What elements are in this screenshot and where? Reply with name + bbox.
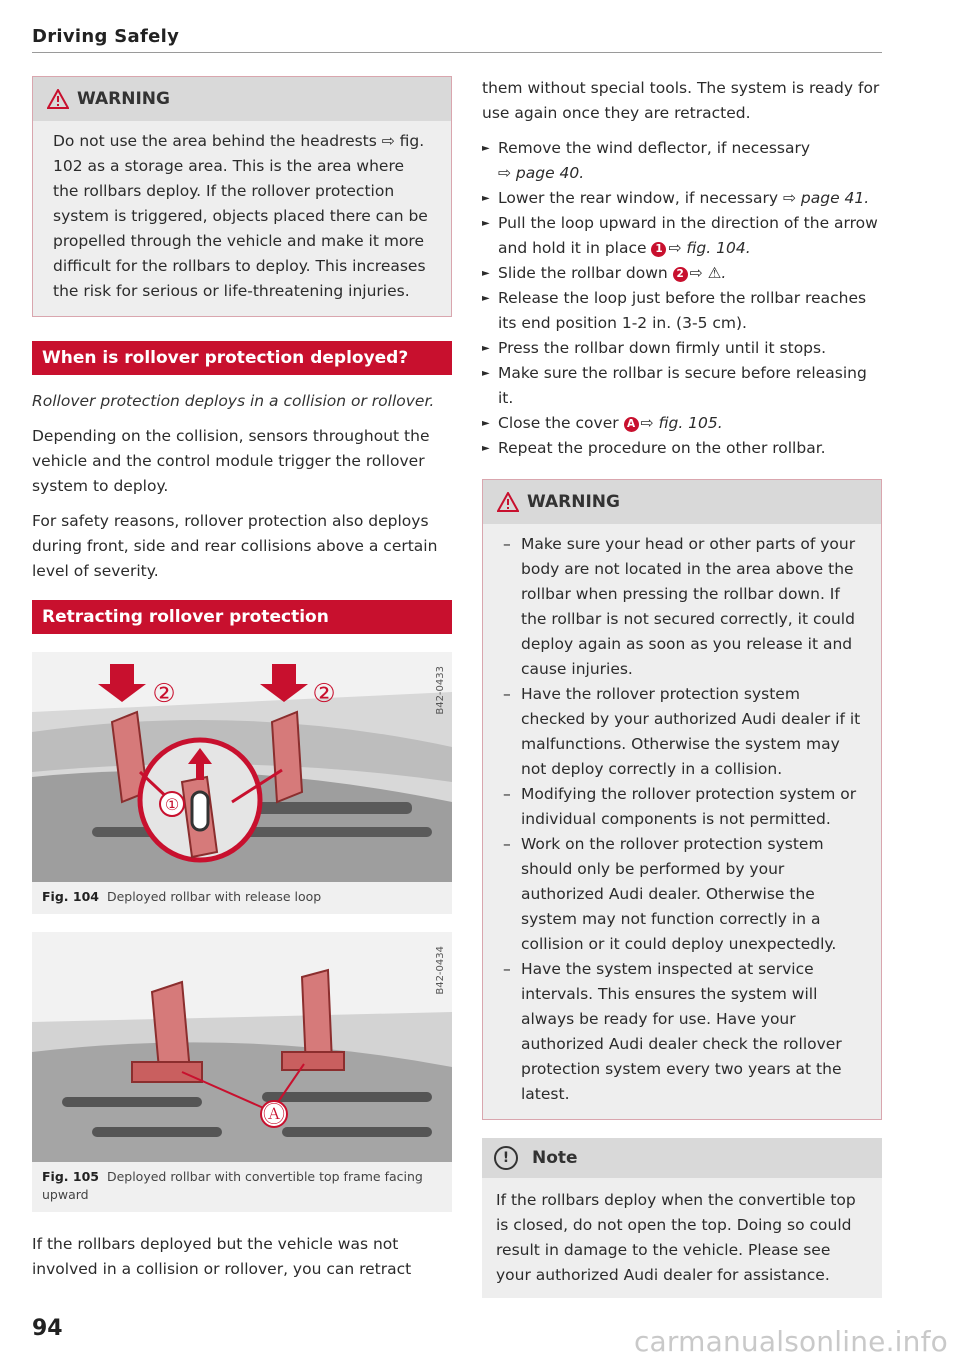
figure-105 xyxy=(32,932,452,1212)
header-divider xyxy=(32,52,882,53)
figure-label-104: Fig. 104 xyxy=(42,889,99,904)
warning-triangle-icon xyxy=(47,89,69,109)
note-header xyxy=(482,1138,882,1178)
rollbar-cover-illustration xyxy=(32,932,452,1162)
rollbar-release-loop-illustration xyxy=(32,652,452,882)
callout-a: Ⓐ xyxy=(262,1103,286,1128)
warning-box-storage xyxy=(32,76,452,317)
page-ref-link[interactable]: ⇨ page 41. xyxy=(783,189,870,207)
warning-header xyxy=(483,480,881,524)
paragraph-continuation: them without special tools. The system is ready for use again once they are retracted. xyxy=(482,79,880,122)
note-text: If the rollbars deploy when the convertible top is closed, do not open the top. Doing so could result in damage to the vehicle. Please see your authorized Audi dealer for assistance. xyxy=(496,1191,856,1284)
warning-list xyxy=(503,532,863,1107)
fig-ref-link[interactable]: ⇨ fig. 105. xyxy=(640,414,723,432)
step-item: ► Close the cover A ⇨ fig. 105. xyxy=(482,411,882,436)
step-item: ► Lower the rear window, if necessary ⇨ page 41. xyxy=(482,186,882,211)
callout-1: ① xyxy=(164,795,180,814)
warning-box-rollbar xyxy=(482,479,882,1120)
paragraph-sensors: Depending on the collision, sensors throughout the vehicle and the control module trigger the rollover system to deploy. xyxy=(32,427,430,495)
warning-text: Do not use the area behind the headrests ⇨ fig. 102 as a storage area. This is the area where the rollbars deploy. If the rollover protection system is triggered, objects placed there can be propelled through the vehicle and make it more difficult for the rollbars to deploy. This increases the risk for serious or life-threatening injuries. xyxy=(53,132,428,300)
paragraph-retract-intro: If the rollbars deployed but the vehicle was not involved in a collision or rollover, you can retract xyxy=(32,1235,412,1278)
figure-caption-104 xyxy=(32,882,452,914)
section-intro: Rollover protection deploys in a collision or rollover. xyxy=(32,392,435,410)
step-item: ► Make sure the rollbar is secure before releasing it. xyxy=(482,361,882,411)
callout-badge: A xyxy=(624,417,639,432)
warning-list-item: – Have the system inspected at service intervals. This ensures the system will always be ready for use. Have your authorized Audi dealer check the rollover protection system every two years at the latest. xyxy=(503,957,863,1107)
callout-badge: 2 xyxy=(673,267,688,282)
section-title-retracting: Retracting rollover protection xyxy=(32,600,452,634)
warning-ref-link[interactable]: ⇨ ⚠. xyxy=(689,264,727,282)
figure-104 xyxy=(32,652,452,914)
warning-header xyxy=(33,77,451,121)
callout-badge: 1 xyxy=(651,242,666,257)
figure-caption-text-105: Deployed rollbar with convertible top frame facing upward xyxy=(42,1169,423,1202)
step-item: ► Slide the rollbar down 2 ⇨ ⚠. xyxy=(482,261,882,286)
callout-2-left: ② xyxy=(152,679,176,709)
exclamation-circle-icon: ! xyxy=(494,1146,518,1170)
warning-list-item: – Modifying the rollover protection system or individual components is not permitted. xyxy=(503,782,863,832)
warning-list-item: – Have the rollover protection system checked by your authorized Audi dealer if it malfunctions. Otherwise the system may not deploy correctly in a collision. xyxy=(503,682,863,782)
warning-list-item: – Make sure your head or other parts of your body are not located in the area above the rollbar when pressing the rollbar down. If the rollbar is not secured correctly, it could deploy again as soon as you release it and cause injuries. xyxy=(503,532,863,682)
paragraph-safety: For safety reasons, rollover protection also deploys during front, side and rear collisions above a certain level of severity. xyxy=(32,512,438,580)
step-item: ► Release the loop just before the rollbar reaches its end position 1-2 in. (3-5 cm). xyxy=(482,286,882,336)
figure-caption-105 xyxy=(32,1162,452,1212)
procedure-steps xyxy=(482,136,882,461)
step-item: ► Press the rollbar down firmly until it stops. xyxy=(482,336,882,361)
left-column xyxy=(32,76,452,1292)
page-number: 94 xyxy=(32,1316,63,1341)
page-header-title: Driving Safely xyxy=(32,26,180,47)
figure-id-105: B42-0434 xyxy=(435,946,446,995)
warning-triangle-icon xyxy=(497,492,519,512)
warning-list-item: – Work on the rollover protection system should only be performed by your authorized Audi dealer. Otherwise the system may not function correctly in a collision or it could deploy unexpectedly. xyxy=(503,832,863,957)
figure-id-104: B42-0433 xyxy=(435,666,446,715)
callout-2-right: ② xyxy=(312,679,336,709)
note-title: Note xyxy=(532,1148,578,1168)
step-item: ► Repeat the procedure on the other rollbar. xyxy=(482,436,882,461)
warning-title: WARNING xyxy=(527,492,620,512)
page-ref-link[interactable]: ⇨ page 40. xyxy=(498,164,585,182)
warning-title: WARNING xyxy=(77,89,170,109)
fig-ref-link[interactable]: ⇨ fig. 104. xyxy=(668,239,751,257)
watermark: carmanualsonline.info xyxy=(633,1325,948,1358)
figure-caption-text-104: Deployed rollbar with release loop xyxy=(106,889,322,904)
note-box xyxy=(482,1138,882,1298)
figure-label-105: Fig. 105 xyxy=(42,1169,99,1184)
step-item: ► Pull the loop upward in the direction of the arrow and hold it in place 1 ⇨ fig. 104. xyxy=(482,211,882,261)
right-column xyxy=(482,76,882,1298)
section-title-deployed: When is rollover protection deployed? xyxy=(32,341,452,375)
step-item: ► Remove the wind deflector, if necessary ⇨ page 40. xyxy=(482,136,882,186)
